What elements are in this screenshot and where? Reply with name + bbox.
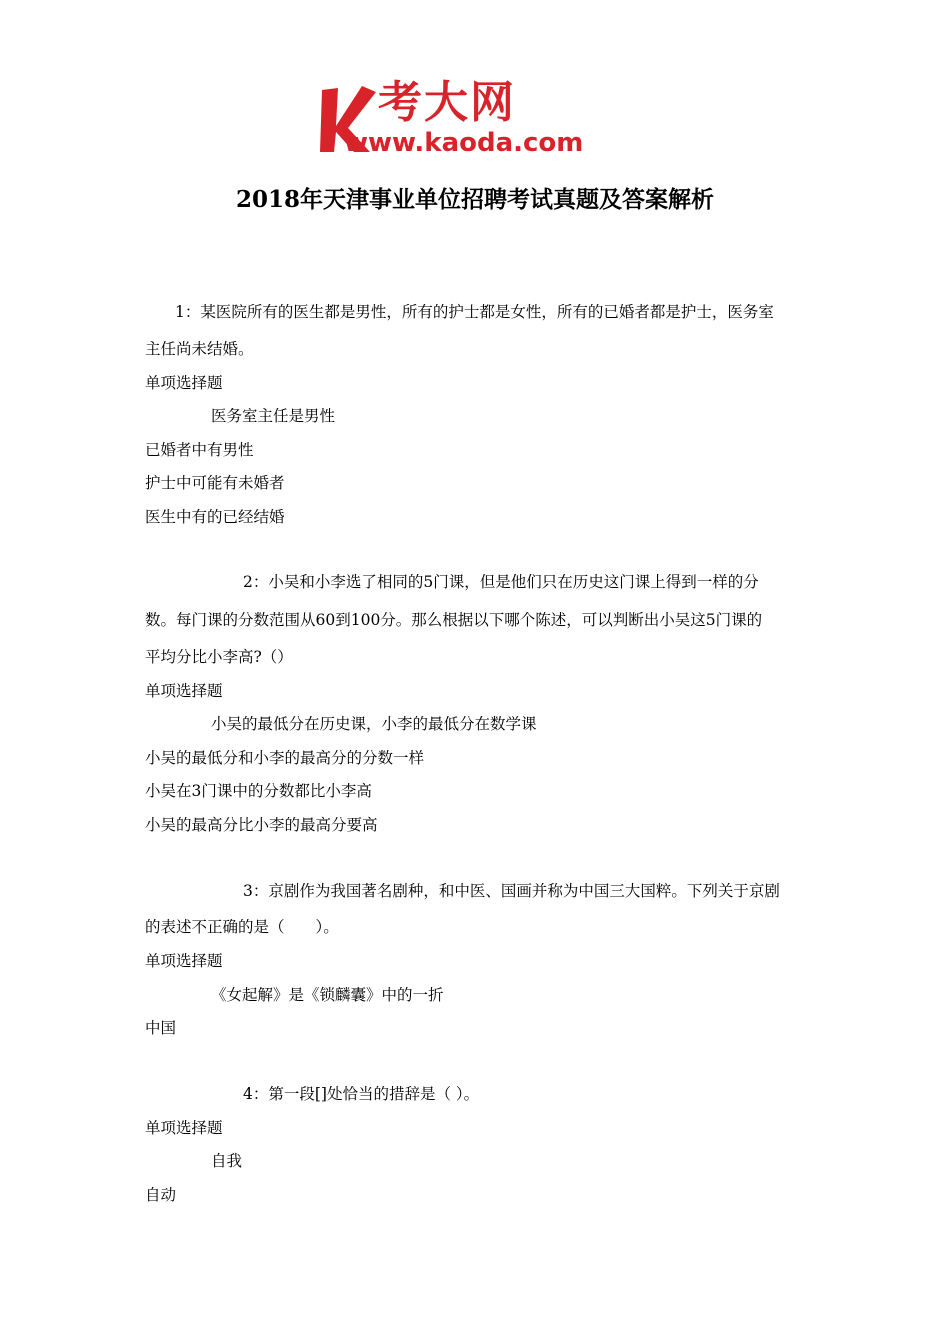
kaoda-logo <box>318 77 638 162</box>
question-3-line-2: 的表述不正确的是（ ）。 <box>145 918 339 936</box>
question-1-option-1: 医务室主任是男性 <box>211 407 336 425</box>
question-3-option-1: 《女起解》是《锁麟囊》中的一折 <box>211 986 444 1004</box>
question-2-option-1: 小吴的最低分在历史课，小李的最低分在数学课 <box>211 715 537 733</box>
question-2-line-2: 数。每门课的分数范围从60到100分。那么根据以下哪个陈述，可以判断出小吴这5门课的 <box>145 611 763 629</box>
question-1-type: 单项选择题 <box>145 374 223 392</box>
question-1-line-2: 主任尚未结婚。 <box>145 340 254 358</box>
question-2-option-2: 小吴的最低分和小李的最高分的分数一样 <box>145 749 425 767</box>
question-3-option-2: 中国 <box>145 1019 177 1037</box>
question-3-line-1: 3：京剧作为我国著名剧种，和中医、国画并称为中国三大国粹。下列关于京剧 <box>243 882 780 900</box>
question-3-type: 单项选择题 <box>145 952 223 970</box>
question-1-option-4: 医生中有的已经结婚 <box>145 508 285 526</box>
question-2-option-3: 小吴在3门课中的分数都比小李高 <box>145 782 372 800</box>
question-4-type: 单项选择题 <box>145 1119 223 1137</box>
page-title: 2018年天津事业单位招聘考试真题及答案解析 <box>235 186 714 213</box>
question-2-line-3: 平均分比小李高?（） <box>145 648 293 666</box>
question-1-option-2: 已婚者中有男性 <box>145 441 254 459</box>
logo-url-text: www.kaoda.com <box>344 128 584 158</box>
question-4-option-1: 自我 <box>211 1152 243 1170</box>
question-4-line-1: 4：第一段[]处恰当的措辞是（ ）。 <box>243 1085 480 1103</box>
logo-chinese-text: 考大网 <box>378 77 516 128</box>
question-1-option-3: 护士中可能有未婚者 <box>145 474 285 492</box>
question-4-option-2: 自动 <box>145 1186 177 1204</box>
question-1-line-1: 1：某医院所有的医生都是男性，所有的护士都是女性，所有的已婚者都是护士，医务室 <box>175 303 774 321</box>
question-2-option-4: 小吴的最高分比小李的最高分要高 <box>145 816 378 834</box>
question-2-type: 单项选择题 <box>145 682 223 700</box>
question-2-line-1: 2：小吴和小李选了相同的5门课，但是他们只在历史这门课上得到一样的分 <box>243 573 759 591</box>
